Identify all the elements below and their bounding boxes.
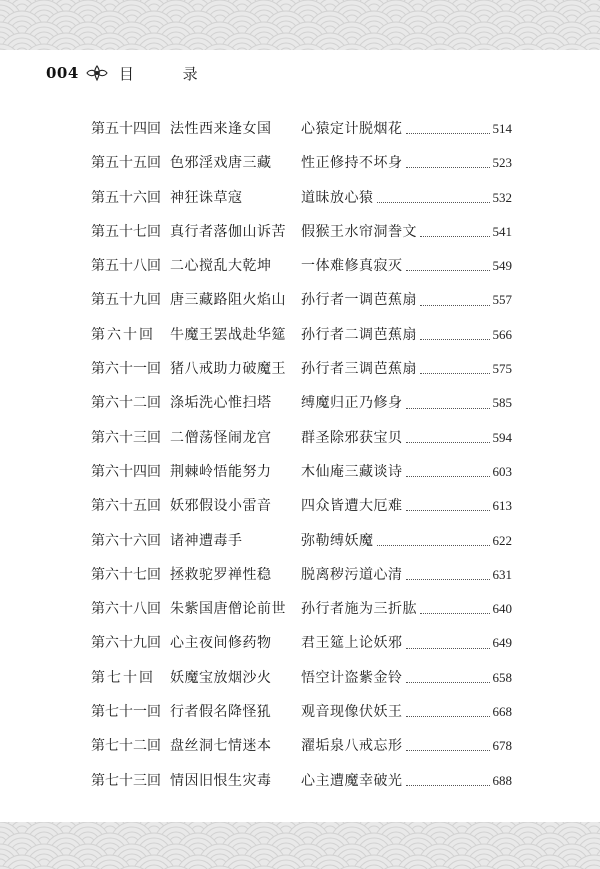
- toc-entry[interactable]: [0, 764, 600, 798]
- chapter-title-first: 二心搅乱大乾坤: [170, 258, 272, 275]
- toc-entry[interactable]: [0, 455, 600, 489]
- bottom-wave-pattern: [0, 822, 600, 869]
- chapter-title-second-line: [301, 489, 512, 523]
- chapter-title-second: 悟空计盗紫金铃: [301, 669, 403, 686]
- dot-leader: [406, 475, 490, 477]
- chapter-title-second: 孙行者二调芭蕉扇: [301, 326, 417, 343]
- chapter-title-second: 君王筵上论妖邪: [301, 635, 403, 652]
- chapter-title-first: 涤垢洗心惟扫塔: [170, 395, 272, 412]
- chapter-title-second-line: [301, 592, 512, 626]
- chapter-number: 第七十二回: [91, 738, 161, 755]
- chapter-title-first: 法性西来逢女国: [170, 121, 272, 137]
- page-ref: 549: [492, 258, 512, 274]
- toc-entry[interactable]: [0, 695, 600, 729]
- chapter-title-first: 行者假名降怪犼: [170, 704, 272, 721]
- chapter-number: 第六十二回: [91, 395, 161, 412]
- dot-leader: [406, 441, 490, 443]
- dot-leader: [406, 509, 490, 511]
- toc-entry[interactable]: [0, 626, 600, 660]
- chapter-title-first: 情因旧恨生灾毒: [170, 772, 272, 789]
- chapter-number: 第七十三回: [91, 772, 161, 789]
- page-ref: 557: [492, 292, 512, 308]
- toc-entry[interactable]: [0, 352, 600, 386]
- chapter-title-first: 二僧荡怪闹龙宫: [170, 429, 272, 446]
- page-ref: 541: [492, 223, 512, 239]
- page-header: [46, 62, 220, 84]
- toc-entry[interactable]: [0, 592, 600, 626]
- chapter-title-second: 脱离秽污道心清: [301, 566, 403, 583]
- chapter-title-second: 缚魔归正乃修身: [301, 395, 403, 412]
- chapter-number: 第六十三回: [91, 429, 161, 446]
- toc-entry[interactable]: [0, 112, 600, 146]
- chapter-number: 第七十一回: [91, 704, 161, 721]
- chapter-title-first: 牛魔王罢战赴华筵: [170, 326, 286, 343]
- page-ref: 514: [492, 121, 512, 136]
- toc-entry[interactable]: [0, 215, 600, 249]
- dot-leader: [420, 338, 490, 340]
- chapter-title-second-line: [301, 524, 512, 558]
- page-ref: 678: [492, 738, 512, 754]
- page-ref: 688: [492, 772, 512, 788]
- chapter-title-first: 猪八戒助力破魔王: [170, 361, 286, 378]
- chapter-title-first: 拯救驼罗禅性稳: [170, 566, 272, 583]
- toc-entry[interactable]: [0, 249, 600, 283]
- chapter-title-second: 孙行者施为三折肱: [301, 601, 417, 618]
- toc-entry[interactable]: [0, 318, 600, 352]
- toc-entry[interactable]: [0, 421, 600, 455]
- dot-leader: [377, 201, 490, 203]
- chapter-title-first: 真行者落伽山诉苦: [170, 223, 286, 240]
- chapter-title-second-line: [301, 729, 512, 763]
- chapter-number: 第六十回: [91, 326, 153, 343]
- chapter-title-first: 朱紫国唐僧论前世: [170, 601, 286, 618]
- page-ref: 585: [492, 395, 512, 411]
- page-ref: 658: [492, 669, 512, 685]
- chapter-title-second: 心猿定计脱烟花: [301, 121, 403, 137]
- chapter-title-second: 一体难修真寂灭: [301, 258, 403, 275]
- chapter-number: 第五十七回: [91, 223, 161, 240]
- toc-entry[interactable]: [0, 558, 600, 592]
- page-ref: 622: [492, 532, 512, 548]
- toc-entry[interactable]: [0, 386, 600, 420]
- toc-entry[interactable]: [0, 661, 600, 695]
- chapter-title-second: 木仙庵三藏谈诗: [301, 463, 403, 480]
- chapter-title-second-line: [301, 352, 512, 386]
- chapter-number: 第六十七回: [91, 566, 161, 583]
- chapter-title-second: 弥勒缚妖魔: [301, 532, 374, 549]
- chapter-title-second: 孙行者一调芭蕉扇: [301, 292, 417, 309]
- toc-entry[interactable]: [0, 146, 600, 180]
- chapter-title-second-line: [301, 386, 512, 420]
- chapter-title-second-line: [301, 181, 512, 215]
- lotus-ornament-icon: [85, 64, 109, 82]
- dot-leader: [406, 681, 490, 683]
- toc-entry[interactable]: [0, 283, 600, 317]
- dot-leader: [406, 407, 490, 409]
- dot-leader: [406, 749, 490, 751]
- chapter-title-second: 孙行者三调芭蕉扇: [301, 361, 417, 378]
- chapter-title-second-line: [301, 455, 512, 489]
- chapter-number: 第五十八回: [91, 258, 161, 275]
- chapter-title-first: 神狂诛草寇: [170, 189, 243, 206]
- dot-leader: [420, 304, 490, 306]
- chapter-title-first: 荆棘岭悟能努力: [170, 463, 272, 480]
- page-ref: 523: [492, 155, 512, 171]
- dot-leader: [420, 612, 490, 614]
- chapter-title-second-line: [301, 626, 512, 660]
- chapter-title-first: 妖魔宝放烟沙火: [170, 669, 272, 686]
- dot-leader: [406, 647, 490, 649]
- chapter-number: 第六十六回: [91, 532, 161, 549]
- chapter-title-second: 假猴王水帘洞誊文: [301, 223, 417, 240]
- chapter-number: 第六十五回: [91, 498, 161, 515]
- chapter-title-second-line: [301, 764, 512, 798]
- page-title: 目 录: [118, 64, 220, 83]
- chapter-title-second-line: [301, 112, 512, 146]
- chapter-title-second-line: [301, 558, 512, 592]
- chapter-title-first: 盘丝洞七情迷本: [170, 738, 272, 755]
- page-ref: 575: [492, 361, 512, 377]
- chapter-title-second-line: [301, 695, 512, 729]
- toc-entry[interactable]: [0, 489, 600, 523]
- chapter-title-second: 心主遭魔幸破光: [301, 772, 403, 789]
- page-number: 004: [46, 64, 79, 82]
- dot-leader: [406, 166, 490, 168]
- dot-leader: [406, 132, 490, 134]
- chapter-title-second: 性正修持不坏身: [301, 155, 403, 172]
- chapter-number: 第六十四回: [91, 463, 161, 480]
- toc-entry[interactable]: [0, 729, 600, 763]
- chapter-title-second: 濯垢泉八戒忘形: [301, 738, 403, 755]
- chapter-number: 第五十四回: [91, 121, 161, 137]
- chapter-title-second: 道昧放心猿: [301, 189, 374, 206]
- chapter-title-second: 群圣除邪获宝贝: [301, 429, 403, 446]
- chapter-title-first: 诸神遭毒手: [170, 532, 243, 549]
- chapter-title-first: 妖邪假设小雷音: [170, 498, 272, 515]
- chapter-title-first: 色邪淫戏唐三藏: [170, 155, 272, 172]
- page-ref: 566: [492, 326, 512, 342]
- dot-leader: [406, 269, 490, 271]
- dot-leader: [420, 235, 490, 237]
- chapter-number: 第七十回: [91, 669, 153, 686]
- chapter-title-second-line: [301, 215, 512, 249]
- page-ref: 668: [492, 704, 512, 720]
- chapter-number: 第五十五回: [91, 155, 161, 172]
- page-ref: 594: [492, 429, 512, 445]
- toc-entry[interactable]: [0, 524, 600, 558]
- page-ref: 649: [492, 635, 512, 651]
- dot-leader: [406, 784, 490, 786]
- chapter-title-second-line: [301, 421, 512, 455]
- chapter-title-second-line: [301, 283, 512, 317]
- dot-leader: [406, 578, 490, 580]
- dot-leader: [406, 715, 490, 717]
- chapter-title-second-line: [301, 661, 512, 695]
- page-ref: 640: [492, 601, 512, 617]
- top-wave-pattern: [0, 0, 600, 50]
- chapter-title-first: 唐三藏路阻火焰山: [170, 292, 286, 309]
- table-of-contents: [0, 112, 600, 798]
- chapter-title-first: 心主夜间修药物: [170, 635, 272, 652]
- chapter-number: 第六十一回: [91, 361, 161, 378]
- toc-entry[interactable]: [0, 181, 600, 215]
- page-ref: 603: [492, 463, 512, 479]
- chapter-number: 第六十八回: [91, 601, 161, 618]
- dot-leader: [377, 544, 490, 546]
- chapter-title-second: 四众皆遭大厄难: [301, 498, 403, 515]
- chapter-title-second-line: [301, 318, 512, 352]
- chapter-number: 第五十六回: [91, 189, 161, 206]
- chapter-number: 第五十九回: [91, 292, 161, 309]
- chapter-title-second-line: [301, 249, 512, 283]
- dot-leader: [420, 372, 490, 374]
- chapter-number: 第六十九回: [91, 635, 161, 652]
- chapter-title-second-line: [301, 146, 512, 180]
- page-ref: 631: [492, 566, 512, 582]
- chapter-title-second: 观音现像伏妖王: [301, 704, 403, 721]
- page-ref: 532: [492, 189, 512, 205]
- page-ref: 613: [492, 498, 512, 514]
